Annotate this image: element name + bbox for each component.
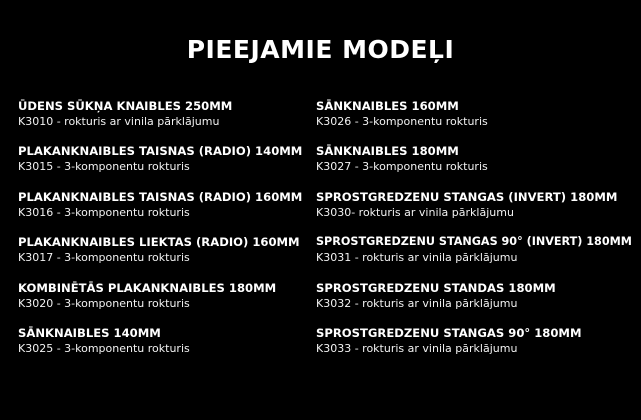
model-description: K3026 - 3-komponentu rokturis <box>316 115 488 128</box>
page-title: PIEEJAMIE MODEĻI <box>186 35 455 64</box>
model-description: K3027 - 3-komponentu rokturis <box>316 160 488 174</box>
model-description: K3016 - 3-komponentu rokturis <box>18 205 190 219</box>
model-name: SPROSTGREDZENU STANGAS 90° (INVERT) 180MM <box>316 235 632 249</box>
models-column-left <box>18 98 308 370</box>
model-name: PLAKANKNAIBLES TAISNAS (RADIO) 160MM <box>18 189 303 204</box>
models-column-right <box>316 98 636 370</box>
model-item <box>316 280 636 325</box>
model-description: K3030- rokturis ar vinila pārklājumu <box>316 205 514 219</box>
model-description: K3033 - rokturis ar vinila pārklājumu <box>316 341 518 355</box>
model-item <box>316 325 636 370</box>
model-item <box>18 325 308 370</box>
model-name: SĀNKNAIBLES 160MM <box>316 99 459 113</box>
model-description: K3010 - rokturis ar vinila pārklājumu <box>18 115 220 128</box>
model-name: PLAKANKNAIBLES TAISNAS (RADIO) 140MM <box>18 144 303 159</box>
model-item <box>316 189 636 234</box>
model-description: K3017 - 3-komponentu rokturis <box>18 251 190 265</box>
model-item <box>316 143 636 188</box>
model-name: SPROSTGREDZENU STANDAS 180MM <box>316 280 556 295</box>
model-description: K3020 - 3-komponentu rokturis <box>18 296 190 310</box>
model-item <box>18 280 308 325</box>
model-item <box>316 98 636 143</box>
model-item <box>18 98 308 143</box>
model-name: SPROSTGREDZENU STANGAS (INVERT) 180MM <box>316 189 618 204</box>
model-name: SĀNKNAIBLES 140MM <box>18 325 161 340</box>
model-name: ŪDENS SŪKŅA KNAIBLES 250MM <box>18 99 233 113</box>
model-description: K3025 - 3-komponentu rokturis <box>18 341 190 355</box>
model-item <box>18 234 308 279</box>
model-name: PLAKANKNAIBLES LIEKTAS (RADIO) 160MM <box>18 235 300 250</box>
model-item <box>18 189 308 234</box>
model-name: SĀNKNAIBLES 180MM <box>316 144 459 159</box>
model-name: KOMBINĒTĀS PLAKANKNAIBLES 180MM <box>18 280 277 295</box>
model-description: K3032 - rokturis ar vinila pārklājumu <box>316 296 518 310</box>
model-description: K3015 - 3-komponentu rokturis <box>18 160 190 174</box>
model-description: K3031 - rokturis ar vinila pārklājumu <box>316 251 518 265</box>
model-item <box>316 234 636 279</box>
model-item <box>18 143 308 188</box>
model-name: SPROSTGREDZENU STANGAS 90° 180MM <box>316 325 582 340</box>
